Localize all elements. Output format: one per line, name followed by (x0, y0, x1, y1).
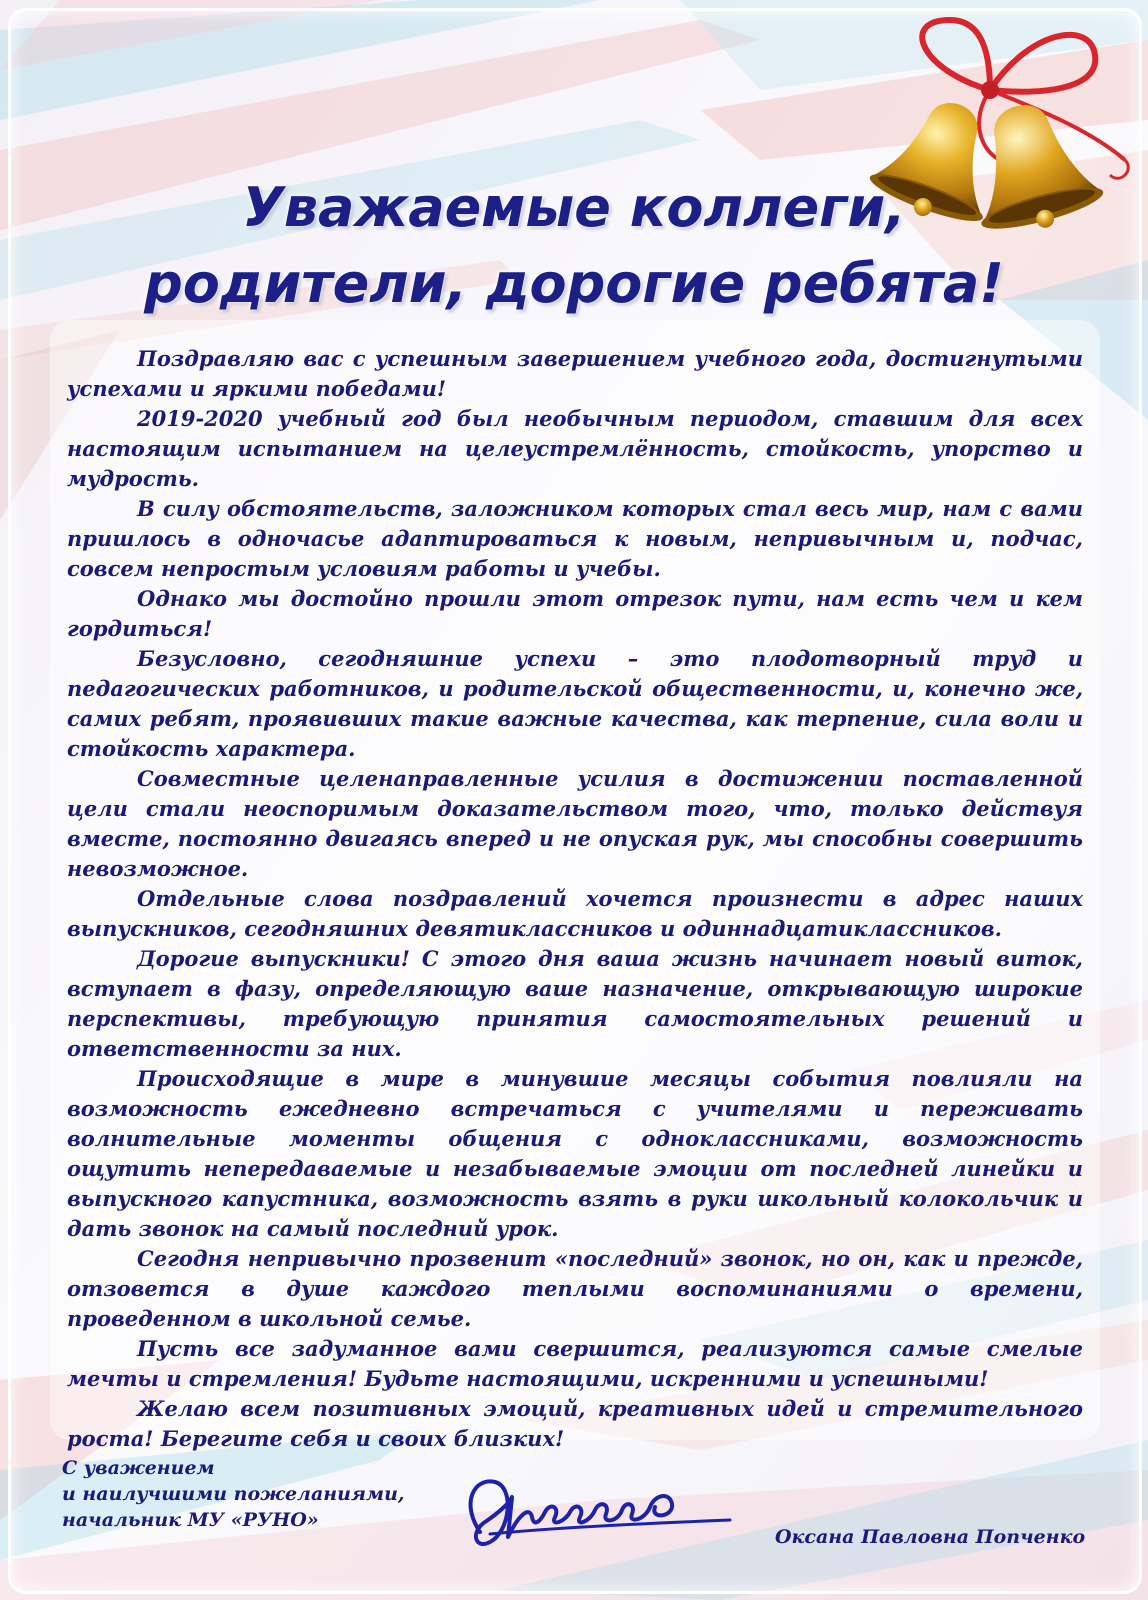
paragraph: В силу обстоятельств, заложником которых стал весь мир, нам с вами пришлось в одночасье адаптироваться к новым, непривычным и, подчас, совсем непростым условиям работы и учебы. (67, 496, 1083, 581)
paragraph: Безусловно, сегодняшние успехи – это плодотворный труд и педагогических работников, и родительской общественности, и, конечно же, самих ребят, проявивших такие важные качества, как терпение, сила воли и стойкость характера. (67, 646, 1083, 761)
paragraph: Дорогие выпускники! С этого дня ваша жизнь начинает новый виток, вступает в фазу, определяющую ваше назначение, открывающую широкие перспективы, требующую принятия самостоятельных решений и ответственности за них. (67, 946, 1083, 1061)
title-line-2: родители, дорогие ребята! (144, 252, 1004, 315)
handwritten-signature (450, 1462, 740, 1562)
paragraph: Поздравляю вас с успешным завершением учебного года, достигнутыми успехами и яркими победами! (67, 346, 1083, 401)
paragraph: Пусть все задуманное вами свершится, реализуются самые смелые мечты и стремления! Будьте настоящими, искренними и успешными! (67, 1336, 1083, 1391)
paragraph: Желаю всем позитивных эмоций, креативных идей и стремительного роста! Берегите себя и своих близких! (67, 1396, 1083, 1451)
signer-name: Оксана Павловна Попченко (775, 1526, 1086, 1548)
paragraph: Совместные целенаправленные усилия в достижении поставленной цели стали неоспоримым доказательством того, что, только действуя вместе, постоянно двигаясь вперед и не опуская рук, мы способны совершить невозможное. (67, 766, 1083, 881)
page-title (0, 170, 1148, 322)
paragraph: 2019-2020 учебный год был необычным периодом, ставшим для всех настоящим испытанием на целеустремлённость, стойкость, упорство и мудрость. (67, 406, 1083, 491)
paragraph: Сегодня непривычно прозвенит «последний» звонок, но он, как и прежде, отзовется в душе каждого теплыми воспоминаниями о времени, проведенном в школьной семье. (67, 1246, 1083, 1331)
paragraph: Отдельные слова поздравлений хочется произнести в адрес наших выпускников, сегодняшних девятиклассников и одиннадцатиклассников. (67, 886, 1083, 941)
closing-line-2: и наилучшими пожеланиями, (62, 1483, 405, 1505)
closing-block (62, 1455, 405, 1533)
closing-line-3: начальник МУ «РУНО» (62, 1509, 319, 1531)
paragraph: Однако мы достойно прошли этот отрезок пути, нам есть чем и кем гордиться! (67, 586, 1083, 641)
letter-body (67, 344, 1083, 1454)
title-line-1: Уважаемые коллеги, (242, 176, 906, 239)
paragraph: Происходящие в мире в минувшие месяцы события повлияли на возможность ежедневно встречаться с учителями и переживать волнительные моменты общения с одноклассниками, возможность ощутить непередаваемые и незабываемые эмоции от последней линейки и выпускного капустника, возможность взять в руки школьный колокольчик и дать звонок на самый последний урок. (67, 1066, 1083, 1241)
closing-line-1: С уважением (62, 1457, 215, 1479)
